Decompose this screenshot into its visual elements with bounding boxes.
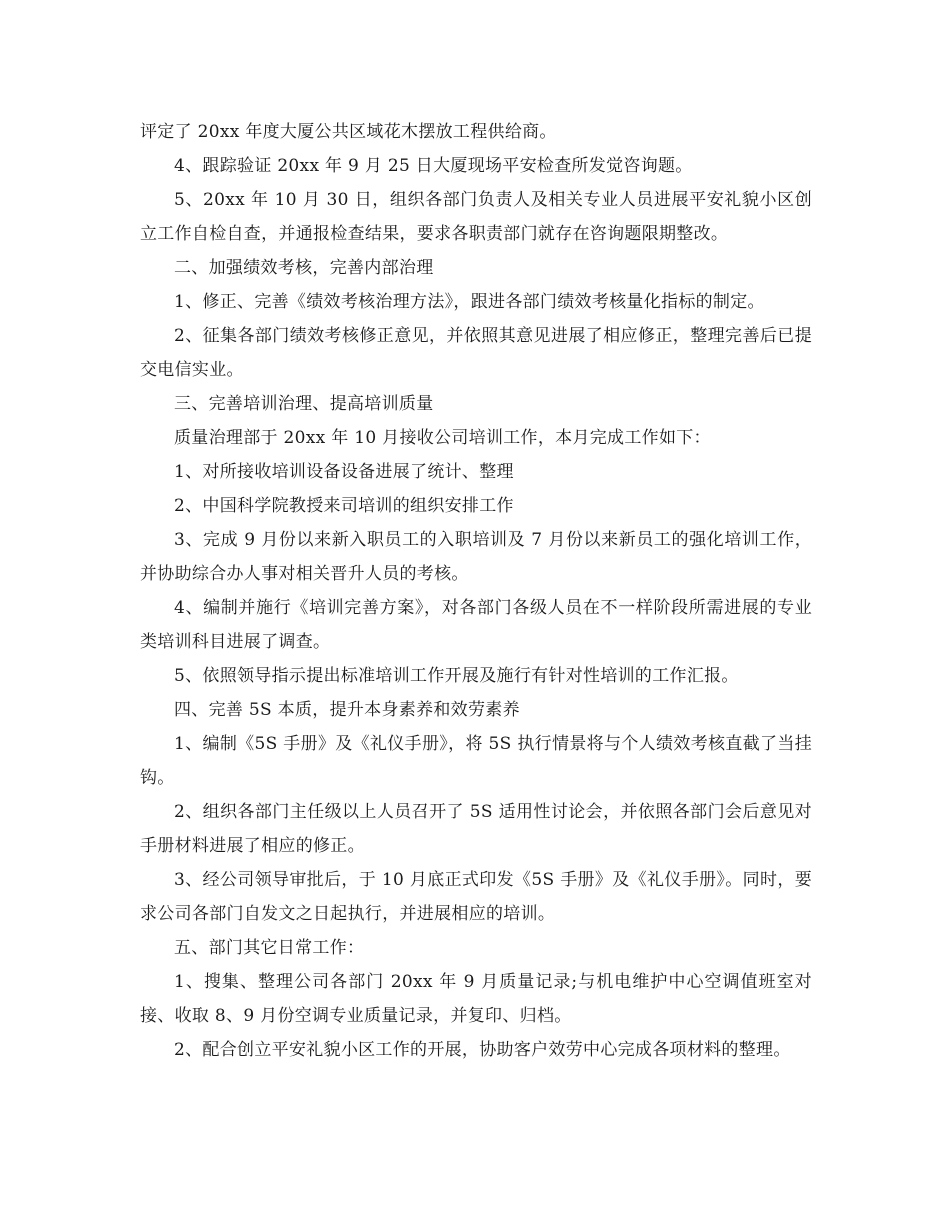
section-heading-3: 三、完善培训治理、提高培训质量 xyxy=(174,394,434,414)
list-item: 3、完成 9 月份以来新入职员工的入职培训及 7 月份以来新员工的强化培训工作，并协助综合办人事对相关晋升人员的考核。 xyxy=(140,530,812,584)
section-heading-4: 四、完善 5S 本质，提升本身素养和效劳素养 xyxy=(174,700,520,720)
list-item: 1、编制《5S 手册》及《礼仪手册》，将 5S 执行情景将与个人绩效考核直截了当挂钩。 xyxy=(140,734,812,788)
list-item: 5、依照领导指示提出标准培训工作开展及施行有针对性培训的工作汇报。 xyxy=(174,666,739,686)
list-item: 2、中国科学院教授来司培训的组织安排工作 xyxy=(174,496,514,516)
list-item-4: 4、跟踪验证 20xx 年 9 月 25 日大厦现场平安检查所发觉咨询题。 xyxy=(174,156,693,176)
list-item: 1、对所接收培训设备设备进展了统计、整理 xyxy=(174,462,514,482)
list-item: 3、经公司领导审批后，于 10 月底正式印发《5S 手册》及《礼仪手册》。同时，要求公司各部门自发文之日起执行，并进展相应的培训。 xyxy=(140,870,812,924)
list-item: 2、征集各部门绩效考核修正意见，并依照其意见进展了相应修正，整理完善后已提交电信实业。 xyxy=(140,326,812,380)
list-item: 2、组织各部门主任级以上人员召开了 5S 适用性讨论会，并依照各部门会后意见对手册材料进展了相应的修正。 xyxy=(140,802,812,856)
list-item: 1、修正、完善《绩效考核治理方法》，跟进各部门绩效考核量化指标的制定。 xyxy=(174,292,765,312)
section-heading-5: 五、部门其它日常工作： xyxy=(174,938,365,958)
list-item-5: 5、20xx 年 10 月 30 日，组织各部门负责人及相关专业人员进展平安礼貌小区创立工作自检自查，并通报检查结果，要求各职责部门就存在咨询题限期整改。 xyxy=(140,190,812,244)
section-intro: 质量治理部于 20xx 年 10 月接收公司培训工作，本月完成工作如下： xyxy=(174,428,711,448)
list-item: 4、编制并施行《培训完善方案》，对各部门各级人员在不一样阶段所需进展的专业类培训科目进展了调查。 xyxy=(140,598,812,652)
paragraph-continuation: 评定了 20xx 年度大厦公共区域花木摆放工程供给商。 xyxy=(140,122,557,142)
document-body xyxy=(140,115,812,1067)
section-heading-2: 二、加强绩效考核，完善内部治理 xyxy=(174,258,434,278)
list-item: 2、配合创立平安礼貌小区工作的开展，协助客户效劳中心完成各项材料的整理。 xyxy=(174,1040,791,1060)
list-item: 1、搜集、整理公司各部门 20xx 年 9 月质量记录;与机电维护中心空调值班室对接、收取 8、9 月份空调专业质量记录，并复印、归档。 xyxy=(140,972,812,1026)
